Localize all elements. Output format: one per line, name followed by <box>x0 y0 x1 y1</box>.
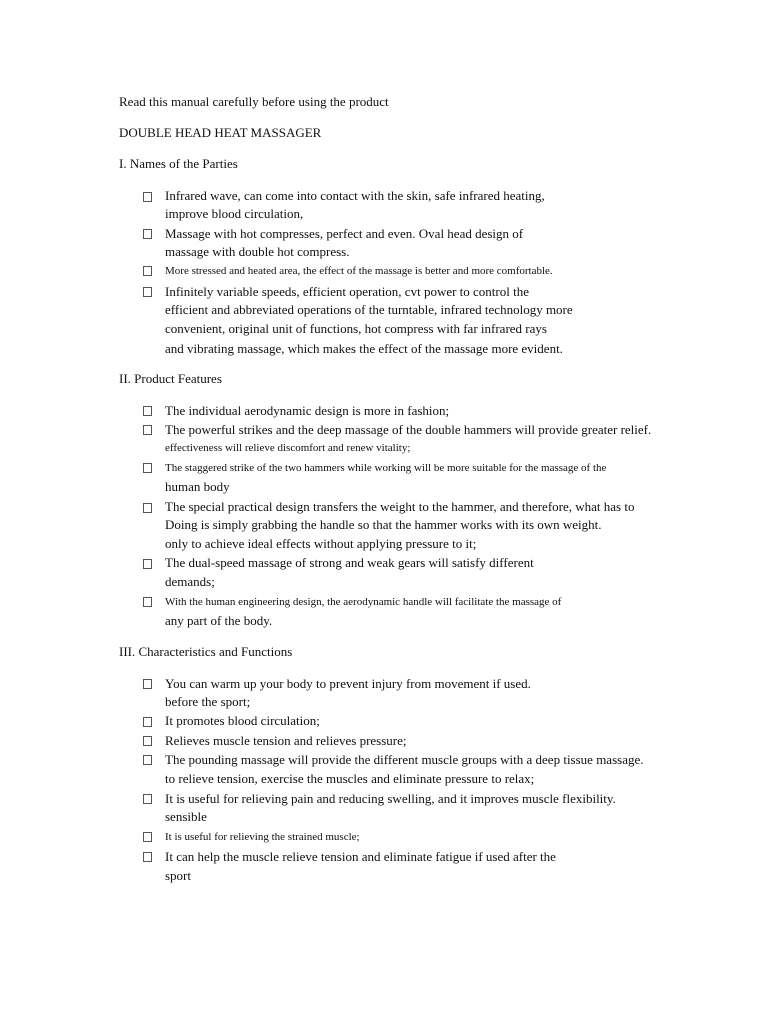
bullet-icon <box>143 463 152 473</box>
section-2-item-6-line-1: With the human engineering design, the aerodynamic handle will facilitate the massage of <box>165 596 562 608</box>
section-2-item-4-line-2: Doing is simply grabbing the handle so that the hammer works with its own weight. <box>165 517 602 532</box>
section-2-item-2-line-2: effectiveness will relieve discomfort and renew vitality; <box>165 442 411 454</box>
bullet-icon <box>143 755 152 765</box>
bullet-icon <box>143 287 152 297</box>
section-2-item-3-line-2: human body <box>165 479 230 494</box>
bullet-icon <box>143 794 152 804</box>
section-3-item-7-line-1: It can help the muscle relieve tension and eliminate fatigue if used after the <box>165 849 556 864</box>
bullet-icon <box>143 406 152 416</box>
bullet-icon <box>143 736 152 746</box>
bullet-icon <box>143 192 152 202</box>
section-1-item-1-line-1: Infrared wave, can come into contact with the skin, safe infrared heating, <box>165 188 545 203</box>
bullet-icon <box>143 832 152 842</box>
section-2-item-4-line-3: only to achieve ideal effects without applying pressure to it; <box>165 536 477 551</box>
section-3-item-1-line-1: You can warm up your body to prevent injury from movement if used. <box>165 676 531 691</box>
bullet-icon <box>143 425 152 435</box>
bullet-icon <box>143 597 152 607</box>
section-heading-2: II. Product Features <box>119 371 222 386</box>
section-1-item-4-line-1: Infinitely variable speeds, efficient operation, cvt power to control the <box>165 284 529 299</box>
section-1-item-1-line-2: improve blood circulation, <box>165 206 304 221</box>
section-2-item-3-line-1: The staggered strike of the two hammers while working will be more suitable for the massage of the <box>165 462 607 474</box>
section-3-item-6-line-1: It is useful for relieving the strained muscle; <box>165 831 360 843</box>
bullet-icon <box>143 266 152 276</box>
section-2-item-6-line-2: any part of the body. <box>165 613 273 628</box>
section-1-item-2-line-1: Massage with hot compresses, perfect and even. Oval head design of <box>165 226 524 241</box>
bullet-icon <box>143 503 152 513</box>
section-3-item-2-line-1: It promotes blood circulation; <box>165 713 320 728</box>
bullet-icon <box>143 229 152 239</box>
section-3-item-5-line-2: sensible <box>165 809 207 824</box>
bullet-icon <box>143 852 152 862</box>
section-heading-3: III. Characteristics and Functions <box>119 644 293 659</box>
section-3-item-4-line-1: The pounding massage will provide the different muscle groups with a deep tissue massage. <box>165 752 644 767</box>
section-3-item-5-line-1: It is useful for relieving pain and reducing swelling, and it improves muscle flexibility. <box>165 791 616 806</box>
section-1-item-3-line-1: More stressed and heated area, the effect of the massage is better and more comfortable. <box>165 265 553 277</box>
bullet-icon <box>143 559 152 569</box>
bullet-icon <box>143 717 152 727</box>
section-1-item-4-line-2: efficient and abbreviated operations of the turntable, infrared technology more <box>165 302 573 317</box>
section-2-item-1-line-1: The individual aerodynamic design is more in fashion; <box>165 403 450 418</box>
document-title: DOUBLE HEAD HEAT MASSAGER <box>119 125 322 140</box>
section-1-item-4-line-4: and vibrating massage, which makes the effect of the massage more evident. <box>165 341 563 356</box>
section-1-item-2-line-2: massage with double hot compress. <box>165 244 350 259</box>
section-2-item-2-line-1: The powerful strikes and the deep massage of the double hammers will provide greater relief. <box>165 422 652 437</box>
intro-line: Read this manual carefully before using the product <box>119 94 389 109</box>
bullet-icon <box>143 679 152 689</box>
section-3-item-1-line-2: before the sport; <box>165 694 251 709</box>
section-1-item-4-line-3: convenient, original unit of functions, hot compress with far infrared rays <box>165 321 547 336</box>
section-heading-1: I. Names of the Parties <box>119 156 238 171</box>
section-2-item-5-line-1: The dual-speed massage of strong and weak gears will satisfy different <box>165 555 534 570</box>
section-2-item-4-line-1: The special practical design transfers the weight to the hammer, and therefore, what has to <box>165 499 635 514</box>
section-3-item-7-line-2: sport <box>165 868 191 883</box>
section-2-item-5-line-2: demands; <box>165 574 215 589</box>
section-3-item-4-line-2: to relieve tension, exercise the muscles and eliminate pressure to relax; <box>165 771 535 786</box>
section-3-item-3-line-1: Relieves muscle tension and relieves pressure; <box>165 733 407 748</box>
